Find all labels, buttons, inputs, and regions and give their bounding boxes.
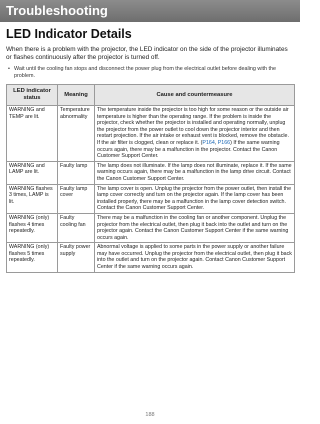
- status-cell: WARNING flashes 3 times, LAMP is lit.: [7, 184, 58, 213]
- intro-paragraph: When there is a problem with the projector, the LED indicator on the side of the projector illuminates or flashes continuously after the projector is turned off.: [6, 46, 288, 62]
- led-indicator-table: [6, 84, 295, 273]
- status-cell: WARNING (only) flashes 5 times repeatedly.: [7, 243, 58, 272]
- cause-cell: The lamp does not illuminate. If the lamp does not illuminate, replace it. If the same warning occurs again, there may be a malfunction in the lamp drive circuit. Contact the Canon Customer Support Center.: [95, 161, 295, 184]
- table-row: [7, 106, 295, 162]
- status-cell: WARNING and LAMP are lit.: [7, 161, 58, 184]
- page-title: LED Indicator Details: [6, 27, 132, 41]
- table-row: [7, 213, 295, 242]
- status-cell: WARNING (only) flashes 4 times repeatedly.: [7, 213, 58, 242]
- header-led-status: LED indicator status: [7, 85, 58, 106]
- table-row: [7, 243, 295, 272]
- section-title: Troubleshooting: [6, 3, 108, 18]
- header-cause: Cause and countermeasure: [95, 85, 295, 106]
- meaning-cell: Faulty power supply: [58, 243, 95, 272]
- cause-cell: Abnormal voltage is applied to some parts in the power supply or another failure may have occurred. Unplug the projector from the electrical outlet, then plug it back into the outlet and turn on the projector again. Contact Canon Customer Support Center if the same warning occurs again.: [95, 243, 295, 272]
- section-banner: [0, 0, 300, 22]
- link-separator: ,: [214, 139, 218, 146]
- cause-cell: The lamp cover is open. Unplug the projector from the power outlet, then install the lamp cover correctly and turn on the projector again. If the lamp cover has been installed properly, there may be a malfunction in the lamp cover detection switch. Contact the Canon Customer Support Center.: [95, 184, 295, 213]
- cause-cell: [95, 106, 295, 162]
- page-link-p166[interactable]: P166: [217, 139, 231, 146]
- bullet-icon: •: [8, 66, 10, 72]
- cause-cell: There may be a malfunction in the cooling fan or another component. Unplug the projector from the electrical outlet, then plug it back into the outlet and turn on the projector again. Contact the Canon Customer Support Center if the same warning occurs again.: [95, 213, 295, 242]
- note-text: Wait until the cooling fan stops and disconnect the power plug from the electrical outlet before dealing with the problem.: [14, 66, 276, 79]
- cause-text-end: ) If the same warning occurs again, there may be a malfunction in the projector. Contact the Canon Customer Support Center.: [97, 139, 280, 160]
- page-link-p164[interactable]: P164: [202, 139, 215, 146]
- table-header-row: [7, 85, 295, 106]
- table-row: [7, 184, 295, 213]
- meaning-cell: Faulty cooling fan: [58, 213, 95, 242]
- meaning-cell: Temperature abnormality: [58, 106, 95, 162]
- page-number: 188: [145, 412, 155, 418]
- status-cell: WARNING and TEMP are lit.: [7, 106, 58, 162]
- table-row: [7, 161, 295, 184]
- cause-text: The temperature inside the projector is too high for some reason or the outside air temperature is higher than the operating range. If the problem is inside the projector, check whether the projector is installed and operating normally, unplug the projector from the power outlet to cool down the projector interior and then restart projection. If the air intake or exhaust vent is blocked, remove the obstacle. If the air filter is clogged, clean or replace it. (: [97, 107, 289, 146]
- meaning-cell: Faulty lamp cover: [58, 184, 95, 213]
- note-bullet: [8, 66, 298, 80]
- header-meaning: Meaning: [58, 85, 95, 106]
- meaning-cell: Faulty lamp: [58, 161, 95, 184]
